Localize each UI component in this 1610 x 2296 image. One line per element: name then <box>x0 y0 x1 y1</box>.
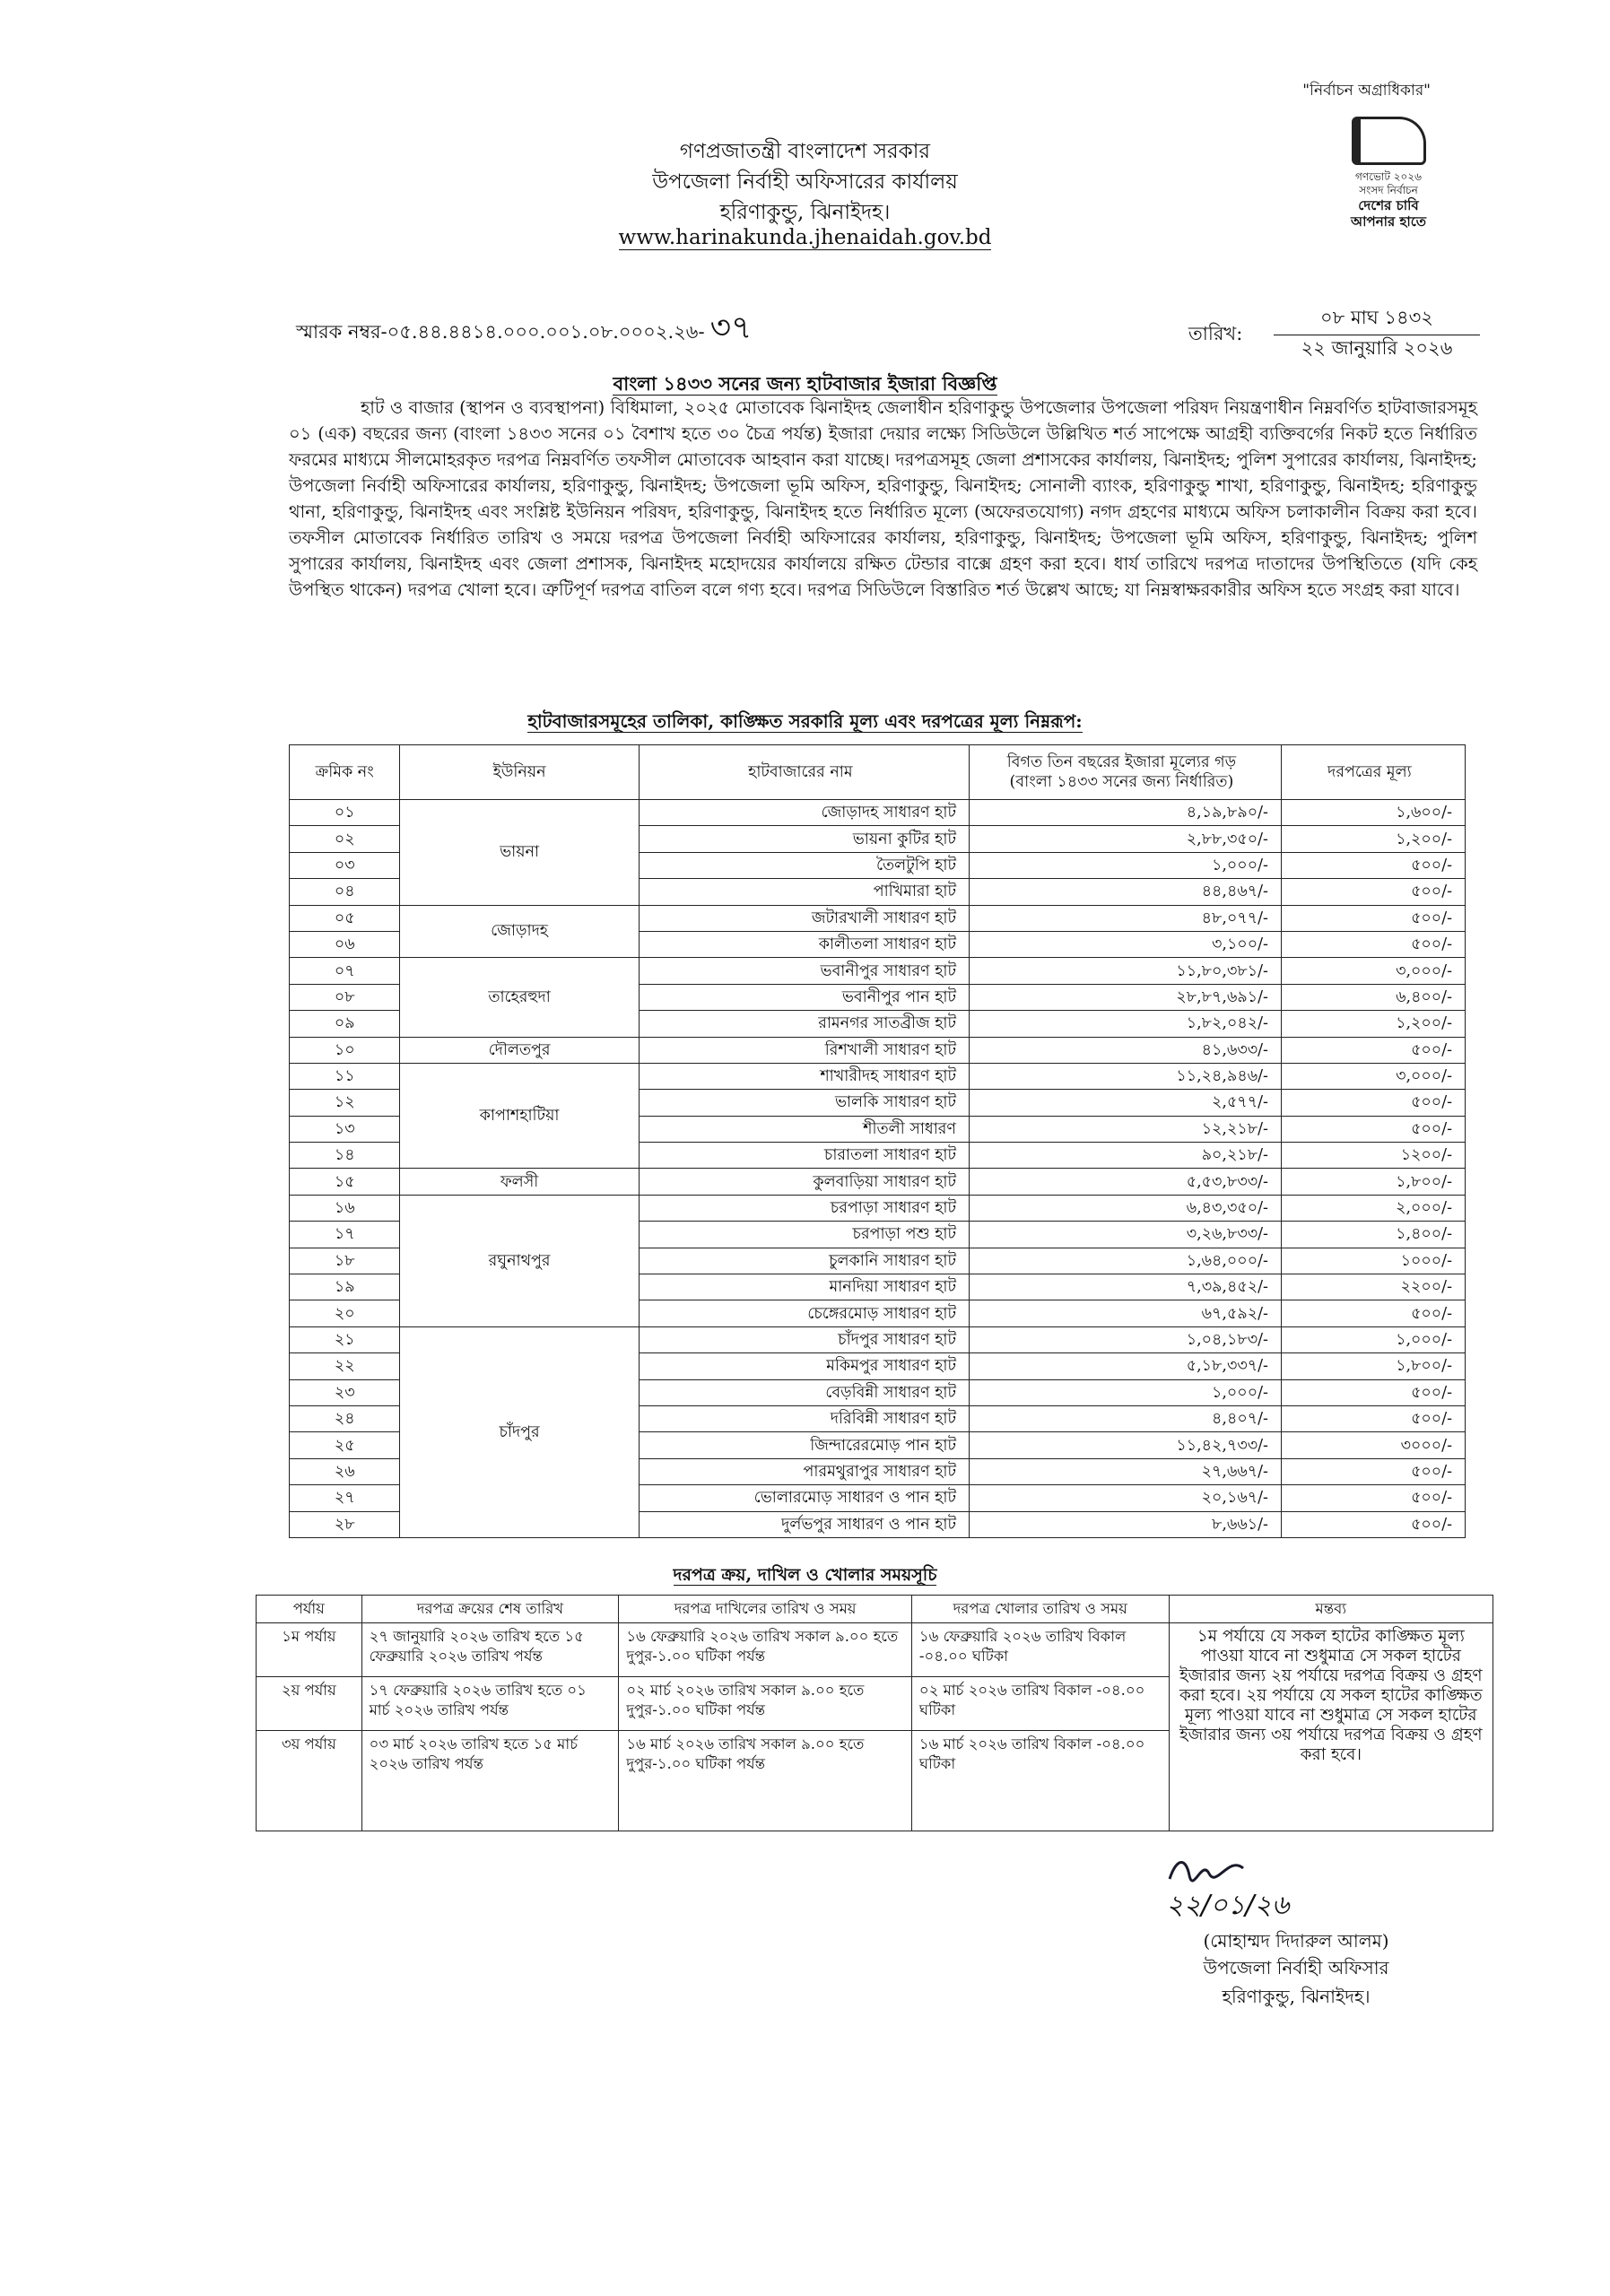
serial-cell: ২০ <box>290 1300 400 1326</box>
tender-fee-cell: ৫০০/- <box>1281 931 1465 957</box>
serial-cell: ২২ <box>290 1353 400 1379</box>
market-table <box>289 744 1466 1538</box>
website-link[interactable]: www.harinakunda.jhenaidah.gov.bd <box>618 226 992 249</box>
memo-reference <box>296 303 752 357</box>
market-name-cell: শীতলী সাধারণ <box>639 1116 969 1142</box>
header-opening-date: দরপত্র খোলার তারিখ ও সময় <box>911 1596 1169 1623</box>
emblem-line4: আপনার হাতে <box>1351 213 1426 230</box>
average-value-cell: ১১,২৪,৯৪৬/- <box>970 1063 1282 1089</box>
average-value-cell: ৫,১৮,৩৩৭/- <box>970 1353 1282 1379</box>
average-value-cell: ৫,৫৩,৮৩৩/- <box>970 1169 1282 1195</box>
tender-fee-cell: ১,৮০০/- <box>1281 1169 1465 1195</box>
header-union: ইউনিয়ন <box>400 745 639 800</box>
market-name-cell: রামনগর সাতব্রীজ হাট <box>639 1011 969 1037</box>
tender-fee-cell: ৫০০/- <box>1281 1405 1465 1431</box>
date-english: ২২ জানুয়ারি ২০২৬ <box>1301 337 1453 359</box>
table-row <box>290 800 1466 826</box>
average-value-cell: ১১,৮০,৩৮১/- <box>970 958 1282 984</box>
serial-cell: ১২ <box>290 1090 400 1116</box>
market-name-cell: মকিমপুর সাধারণ হাট <box>639 1353 969 1379</box>
tender-fee-cell: ৫০০/- <box>1281 1458 1465 1484</box>
tender-fee-cell: ৬,৪০০/- <box>1281 984 1465 1010</box>
average-value-cell: ৩,১০০/- <box>970 931 1282 957</box>
market-name-cell: ভবানীপুর সাধারণ হাট <box>639 958 969 984</box>
market-name-cell: ভবানীপুর পান হাট <box>639 984 969 1010</box>
serial-cell: ০৮ <box>290 984 400 1010</box>
serial-cell: ০১ <box>290 800 400 826</box>
header-market-name: হাটবাজারের নাম <box>639 745 969 800</box>
ballot-box-icon <box>1352 117 1426 165</box>
average-value-cell: ২,৮৮,৩৫০/- <box>970 826 1282 852</box>
table-row <box>290 1326 1466 1352</box>
submission-date-cell: ১৬ ফেব্রুয়ারি ২০২৬ তারিখ সকাল ৯.০০ হতে দুপুর-১.০০ ঘটিকা পর্যন্ত <box>619 1623 912 1677</box>
header-serial: ক্রমিক নং <box>290 745 400 800</box>
market-name-cell: জিন্দারেরমোড় পান হাট <box>639 1432 969 1458</box>
tender-fee-cell: ৫০০/- <box>1281 1485 1465 1511</box>
average-value-cell: ১,৬৪,০০০/- <box>970 1248 1282 1274</box>
govt-name: গণপ্রজাতন্ত্রী বাংলাদেশ সরকার <box>679 140 931 163</box>
union-cell: কাপাশহাটিয়া <box>400 1063 639 1169</box>
union-cell: ভায়না <box>400 800 639 906</box>
submission-date-cell: ০২ মার্চ ২০২৬ তারিখ সকাল ৯.০০ হতে দুপুর-১.০০ ঘটিকা পর্যন্ত <box>619 1677 912 1731</box>
submission-date-cell: ১৬ মার্চ ২০২৬ তারিখ সকাল ৯.০০ হতে দুপুর-১.০০ ঘটিকা পর্যন্ত <box>619 1731 912 1831</box>
office-name: উপজেলা নির্বাহী অফিসারের কার্যালয় <box>652 170 958 194</box>
market-name-cell: বেড়বিন্নী সাধারণ হাট <box>639 1379 969 1405</box>
market-name-cell: রিশখালী সাধারণ হাট <box>639 1037 969 1063</box>
phase-cell: ৩য় পর্যায় <box>257 1731 362 1831</box>
remarks-cell: ১ম পর্যায়ে যে সকল হাটের কাঙ্ক্ষিত মূল্য পাওয়া যাবে না শুধুমাত্র সে সকল হাটের ইজারার জন্য ২য় পর্যায়ে দরপত্র বিক্রয় ও গ্রহণ করা হবে। ২য় পর্যায়ে যে সকল হাটের কাঙ্ক্ষিত মূল্য পাওয়া যাবে না শুধুমাত্র সে সকল হাটের ইজারার জন্য ৩য় পর্যায়ে দরপত্র বিক্রয় ও গ্রহণ করা হবে। <box>1169 1623 1493 1831</box>
average-value-cell: ১১,৪২,৭৩৩/- <box>970 1432 1282 1458</box>
opening-date-cell: ১৬ ফেব্রুয়ারি ২০২৬ তারিখ বিকাল -০৪.০০ ঘটিকা <box>911 1623 1169 1677</box>
serial-cell: ২৮ <box>290 1511 400 1537</box>
union-cell: রঘুনাথপুর <box>400 1195 639 1326</box>
tender-fee-cell: ৫০০/- <box>1281 905 1465 931</box>
tender-fee-cell: ৫০০/- <box>1281 852 1465 878</box>
serial-cell: ১১ <box>290 1063 400 1089</box>
tender-fee-cell: ১২০০/- <box>1281 1143 1465 1169</box>
average-value-cell: ১,০০০/- <box>970 1379 1282 1405</box>
schedule-table-header <box>257 1596 1493 1623</box>
serial-cell: ০৩ <box>290 852 400 878</box>
average-value-cell: ৬,৪৩,৩৫০/- <box>970 1195 1282 1221</box>
schedule-table <box>256 1595 1493 1831</box>
serial-cell: ২৬ <box>290 1458 400 1484</box>
market-name-cell: ভায়না কুটির হাট <box>639 826 969 852</box>
market-name-cell: ভোলারমোড় সাধারণ ও পান হাট <box>639 1485 969 1511</box>
serial-cell: ১৩ <box>290 1116 400 1142</box>
phase-cell: ২য় পর্যায় <box>257 1677 362 1731</box>
market-table-header <box>290 745 1466 800</box>
market-name-cell: চরপাড়া পশু হাট <box>639 1222 969 1248</box>
tender-fee-cell: ২২০০/- <box>1281 1274 1465 1300</box>
serial-cell: ১৭ <box>290 1222 400 1248</box>
market-name-cell: কালীতলা সাধারণ হাট <box>639 931 969 957</box>
market-name-cell: তৈলটুপি হাট <box>639 852 969 878</box>
memo-label: স্মারক নম্বর-০৫.৪৪.৪৪১৪.০০০.০০১.০৮.০০০২.২৬- <box>296 321 705 343</box>
notice-title: বাংলা ১৪৩৩ সনের জন্য হাটবাজার ইজারা বিজ্ঞপ্তি <box>613 372 997 395</box>
signature-date: ২২/০১/২৬ <box>1166 1890 1290 1921</box>
tender-fee-cell: ৫০০/- <box>1281 1116 1465 1142</box>
schedule-row <box>257 1623 1493 1677</box>
tender-fee-cell: ৫০০/- <box>1281 1090 1465 1116</box>
header-remarks: মন্তব্য <box>1169 1596 1493 1623</box>
emblem-line3: দেশের চাবি <box>1358 197 1419 213</box>
average-value-cell: ৮,৬৬১/- <box>970 1511 1282 1537</box>
tender-fee-cell: ১০০০/- <box>1281 1248 1465 1274</box>
emblem-line1: গণভোট ২০২৬ <box>1355 170 1422 183</box>
serial-cell: ০৭ <box>290 958 400 984</box>
office-location: হরিণাকুন্ডু, ঝিনাইদহ। <box>719 201 891 224</box>
market-name-cell: ভালকি সাধারণ হাট <box>639 1090 969 1116</box>
average-value-cell: ৬৭,৫৯২/- <box>970 1300 1282 1326</box>
market-name-cell: মানদিয়া সাধারণ হাট <box>639 1274 969 1300</box>
election-emblem <box>1308 117 1469 269</box>
tender-fee-cell: ১,২০০/- <box>1281 1011 1465 1037</box>
market-name-cell: কুলবাড়িয়া সাধারণ হাট <box>639 1169 969 1195</box>
tender-fee-cell: ২,০০০/- <box>1281 1195 1465 1221</box>
header-average-line2: (বাংলা ১৪৩৩ সনের জন্য নির্ধারিত) <box>1009 773 1234 791</box>
serial-cell: ২৩ <box>290 1379 400 1405</box>
serial-cell: ০৯ <box>290 1011 400 1037</box>
tender-fee-cell: ১,২০০/- <box>1281 826 1465 852</box>
signatory-name: (মোহাম্মদ দিদারুল আলম) <box>1203 1930 1389 1952</box>
serial-cell: ২৫ <box>290 1432 400 1458</box>
tender-fee-cell: ৫০০/- <box>1281 879 1465 905</box>
tender-fee-cell: ১,৬০০/- <box>1281 800 1465 826</box>
tender-fee-cell: ৫০০/- <box>1281 1300 1465 1326</box>
memo-number: ৩৭ <box>709 309 753 346</box>
average-value-cell: ৪১,৬৩৩/- <box>970 1037 1282 1063</box>
union-cell: তাহেরহুদা <box>400 958 639 1037</box>
serial-cell: ২৪ <box>290 1405 400 1431</box>
average-value-cell: ১,০০০/- <box>970 852 1282 878</box>
header-average-line1: বিগত তিন বছরের ইজারা মূল্যের গড় <box>1006 753 1237 771</box>
table-row <box>290 1195 1466 1221</box>
tender-fee-cell: ৫০০/- <box>1281 1037 1465 1063</box>
serial-cell: ২১ <box>290 1326 400 1352</box>
header-phase: পর্যায় <box>257 1596 362 1623</box>
header-submission-date: দরপত্র দাখিলের তারিখ ও সময় <box>619 1596 912 1623</box>
union-cell: দৌলতপুর <box>400 1037 639 1063</box>
serial-cell: ১৮ <box>290 1248 400 1274</box>
serial-cell: ১৪ <box>290 1143 400 1169</box>
table-row <box>290 1037 1466 1063</box>
opening-date-cell: ০২ মার্চ ২০২৬ তারিখ বিকাল -০৪.০০ ঘটিকা <box>911 1677 1169 1731</box>
market-name-cell: জটারখালী সাধারণ হাট <box>639 905 969 931</box>
tender-fee-cell: ৩০০০/- <box>1281 1432 1465 1458</box>
signatory-location: হরিণাকুন্ডু, ঝিনাইদহ। <box>1222 1986 1371 2007</box>
tender-fee-cell: ১,৮০০/- <box>1281 1353 1465 1379</box>
serial-cell: ২৭ <box>290 1485 400 1511</box>
average-value-cell: ৪,৪০৭/- <box>970 1405 1282 1431</box>
header-average-value <box>970 745 1282 800</box>
table-row <box>290 958 1466 984</box>
serial-cell: ১৫ <box>290 1169 400 1195</box>
market-name-cell: শাখারীদহ সাধারণ হাট <box>639 1063 969 1089</box>
signature-icon <box>1166 1852 1247 1888</box>
union-cell: ফলসী <box>400 1169 639 1195</box>
date-label: তারিখ: <box>1188 323 1243 344</box>
average-value-cell: ৪৮,০৭৭/- <box>970 905 1282 931</box>
market-name-cell: চাঁদপুর সাধারণ হাট <box>639 1326 969 1352</box>
average-value-cell: ৪৪,৪৬৭/- <box>970 879 1282 905</box>
serial-cell: ১৬ <box>290 1195 400 1221</box>
market-list-title: হাটবাজারসমূহের তালিকা, কাঙ্ক্ষিত সরকারি মূল্য এবং দরপত্রের মূল্য নিম্নরূপ: <box>527 710 1083 732</box>
emblem-line2: সংসদ নির্বাচন <box>1359 184 1418 196</box>
average-value-cell: ৩,২৬,৮৩৩/- <box>970 1222 1282 1248</box>
header-tender-fee: দরপত্রের মূল্য <box>1281 745 1465 800</box>
union-cell: চাঁদপুর <box>400 1326 639 1537</box>
serial-cell: ০২ <box>290 826 400 852</box>
market-name-cell: চুলকানি সাধারণ হাট <box>639 1248 969 1274</box>
phase-cell: ১ম পর্যায় <box>257 1623 362 1677</box>
tender-fee-cell: ১,৪০০/- <box>1281 1222 1465 1248</box>
market-name-cell: দুর্লভপুর সাধারণ ও পান হাট <box>639 1511 969 1537</box>
market-name-cell: দরিবিন্নী সাধারণ হাট <box>639 1405 969 1431</box>
schedule-title: দরপত্র ক্রয়, দাখিল ও খোলার সময়সূচি <box>673 1565 937 1585</box>
serial-cell: ১৯ <box>290 1274 400 1300</box>
average-value-cell: ২৮,৮৭,৬৯১/- <box>970 984 1282 1010</box>
average-value-cell: ৪,১৯,৮৯০/- <box>970 800 1282 826</box>
table-row <box>290 905 1466 931</box>
market-name-cell: জোড়াদহ সাধারণ হাট <box>639 800 969 826</box>
market-name-cell: চারাতলা সাধারণ হাট <box>639 1143 969 1169</box>
tender-fee-cell: ৫০০/- <box>1281 1511 1465 1537</box>
market-name-cell: পাখিমারা হাট <box>639 879 969 905</box>
tender-fee-cell: ৩,০০০/- <box>1281 958 1465 984</box>
notice-body: হাট ও বাজার (স্থাপন ও ব্যবস্থাপনা) বিধিমালা, ২০২৫ মোতাবেক ঝিনাইদহ জেলাধীন হরিণাকুন্ডু উপজেলার উপজেলা পরিষদ নিয়ন্ত্রণাধীন নিম্নবর্ণিত হাটবাজারসমূহ ০১ (এক) বছরের জন্য (বাংলা ১৪৩৩ সনের ০১ বৈশাখ হতে ৩০ চৈত্র পর্যন্ত) ইজারা দেয়ার লক্ষ্যে সিডিউলে উল্লিখিত শর্ত সাপেক্ষে আগ্রহী ব্যক্তিবর্গের নিকট হতে নির্ধারিত ফরমের মাধ্যমে সীলমোহরকৃত দরপত্র নিম্নবর্ণিত তফসীল মোতাবেক আহবান করা যাচ্ছে। দরপত্রসমূহ জেলা প্রশাসকের কার্যালয়, ঝিনাইদহ; পুলিশ সুপারের কার্যালয়, ঝিনাইদহ; উপজেলা নির্বাহী অফিসারের কার্যালয়, হরিণাকুন্ডু, ঝিনাইদহ; উপজেলা ভূমি অফিস, হরিণাকুন্ডু, ঝিনাইদহ; সোনালী ব্যাংক, হরিণাকুন্ডু শাখা, হরিণাকুন্ডু, ঝিনাইদহ; হরিণাকুন্ডু থানা, হরিণাকুন্ডু, ঝিনাইদহ এবং সংশ্লিষ্ট ইউনিয়ন পরিষদ, হরিণাকুন্ডু, ঝিনাইদহ হতে নির্ধারিত মূল্যে (অফেরতযোগ্য) নগদ গ্রহণের মাধ্যমে অফিস চলাকালীন বিক্রয় করা হবে। তফসীল মোতাবেক নির্ধারিত তারিখ ও সময়ে দরপত্র উপজেলা নির্বাহী অফিসারের কার্যালয়, হরিণাকুন্ডু, ঝিনাইদহ; উপজেলা ভূমি অফিস, হরিণাকুন্ডু, ঝিনাইদহ; পুলিশ সুপারের কার্যালয়, ঝিনাইদহ এবং জেলা প্রশাসক, ঝিনাইদহ মহোদয়ের কার্যালয়ে রক্ষিত টেন্ডার বাক্সে গ্রহণ করা হবে। ধার্য তারিখে দরপত্র দাতাদের উপস্থিতিতে (যদি কেহ উপস্থিত থাকেন) দরপত্র খোলা হবে। ত্রুটিপূর্ণ দরপত্র বাতিল বলে গণ্য হবে। দরপত্র সিডিউলে বিস্তারিত শর্ত উল্লেখ আছে; যা নিম্নস্বাক্ষরকারীর অফিস হতে সংগ্রহ করা যাবে। <box>289 397 1477 600</box>
market-name-cell: পারমথুরাপুর সাধারণ হাট <box>639 1458 969 1484</box>
purchase-date-cell: ১৭ ফেব্রুয়ারি ২০২৬ তারিখ হতে ০১ মার্চ ২০২৬ তারিখ পর্যন্ত <box>361 1677 619 1731</box>
serial-cell: ১০ <box>290 1037 400 1063</box>
average-value-cell: ৯০,২১৮/- <box>970 1143 1282 1169</box>
serial-cell: ০৫ <box>290 905 400 931</box>
tender-fee-cell: ৫০০/- <box>1281 1379 1465 1405</box>
market-name-cell: চেঙ্গেরমোড় সাধারণ হাট <box>639 1300 969 1326</box>
purchase-date-cell: ০৩ মার্চ ২০২৬ তারিখ হতে ১৫ মার্চ ২০২৬ তারিখ পর্যন্ত <box>361 1731 619 1831</box>
tender-fee-cell: ৩,০০০/- <box>1281 1063 1465 1089</box>
average-value-cell: ২০,১৬৭/- <box>970 1485 1282 1511</box>
purchase-date-cell: ২৭ জানুয়ারি ২০২৬ তারিখ হতে ১৫ ফেব্রুয়ারি ২০২৬ তারিখ পর্যন্ত <box>361 1623 619 1677</box>
serial-cell: ০৪ <box>290 879 400 905</box>
union-cell: জোড়াদহ <box>400 905 639 958</box>
average-value-cell: ১২,২১৮/- <box>970 1116 1282 1142</box>
table-row <box>290 1169 1466 1195</box>
tender-fee-cell: ১,০০০/- <box>1281 1326 1465 1352</box>
average-value-cell: ১,৮২,০৪২/- <box>970 1011 1282 1037</box>
opening-date-cell: ১৬ মার্চ ২০২৬ তারিখ বিকাল -০৪.০০ ঘটিকা <box>911 1731 1169 1831</box>
election-tagline: "নির্বাচন অগ্রাধিকার" <box>1302 82 1431 100</box>
signatory-designation: উপজেলা নির্বাহী অফিসার <box>1203 1957 1389 1979</box>
table-row <box>290 1063 1466 1089</box>
average-value-cell: ১,০৪,১৮৩/- <box>970 1326 1282 1352</box>
average-value-cell: ৭,৩৯,৪৫২/- <box>970 1274 1282 1300</box>
average-value-cell: ২,৫৭৭/- <box>970 1090 1282 1116</box>
date-bangla: ০৮ মাঘ ১৪৩২ <box>1274 303 1480 335</box>
serial-cell: ০৬ <box>290 931 400 957</box>
market-name-cell: চরপাড়া সাধারণ হাট <box>639 1195 969 1221</box>
average-value-cell: ২৭,৬৬৭/- <box>970 1458 1282 1484</box>
header-purchase-date: দরপত্র ক্রয়ের শেষ তারিখ <box>361 1596 619 1623</box>
